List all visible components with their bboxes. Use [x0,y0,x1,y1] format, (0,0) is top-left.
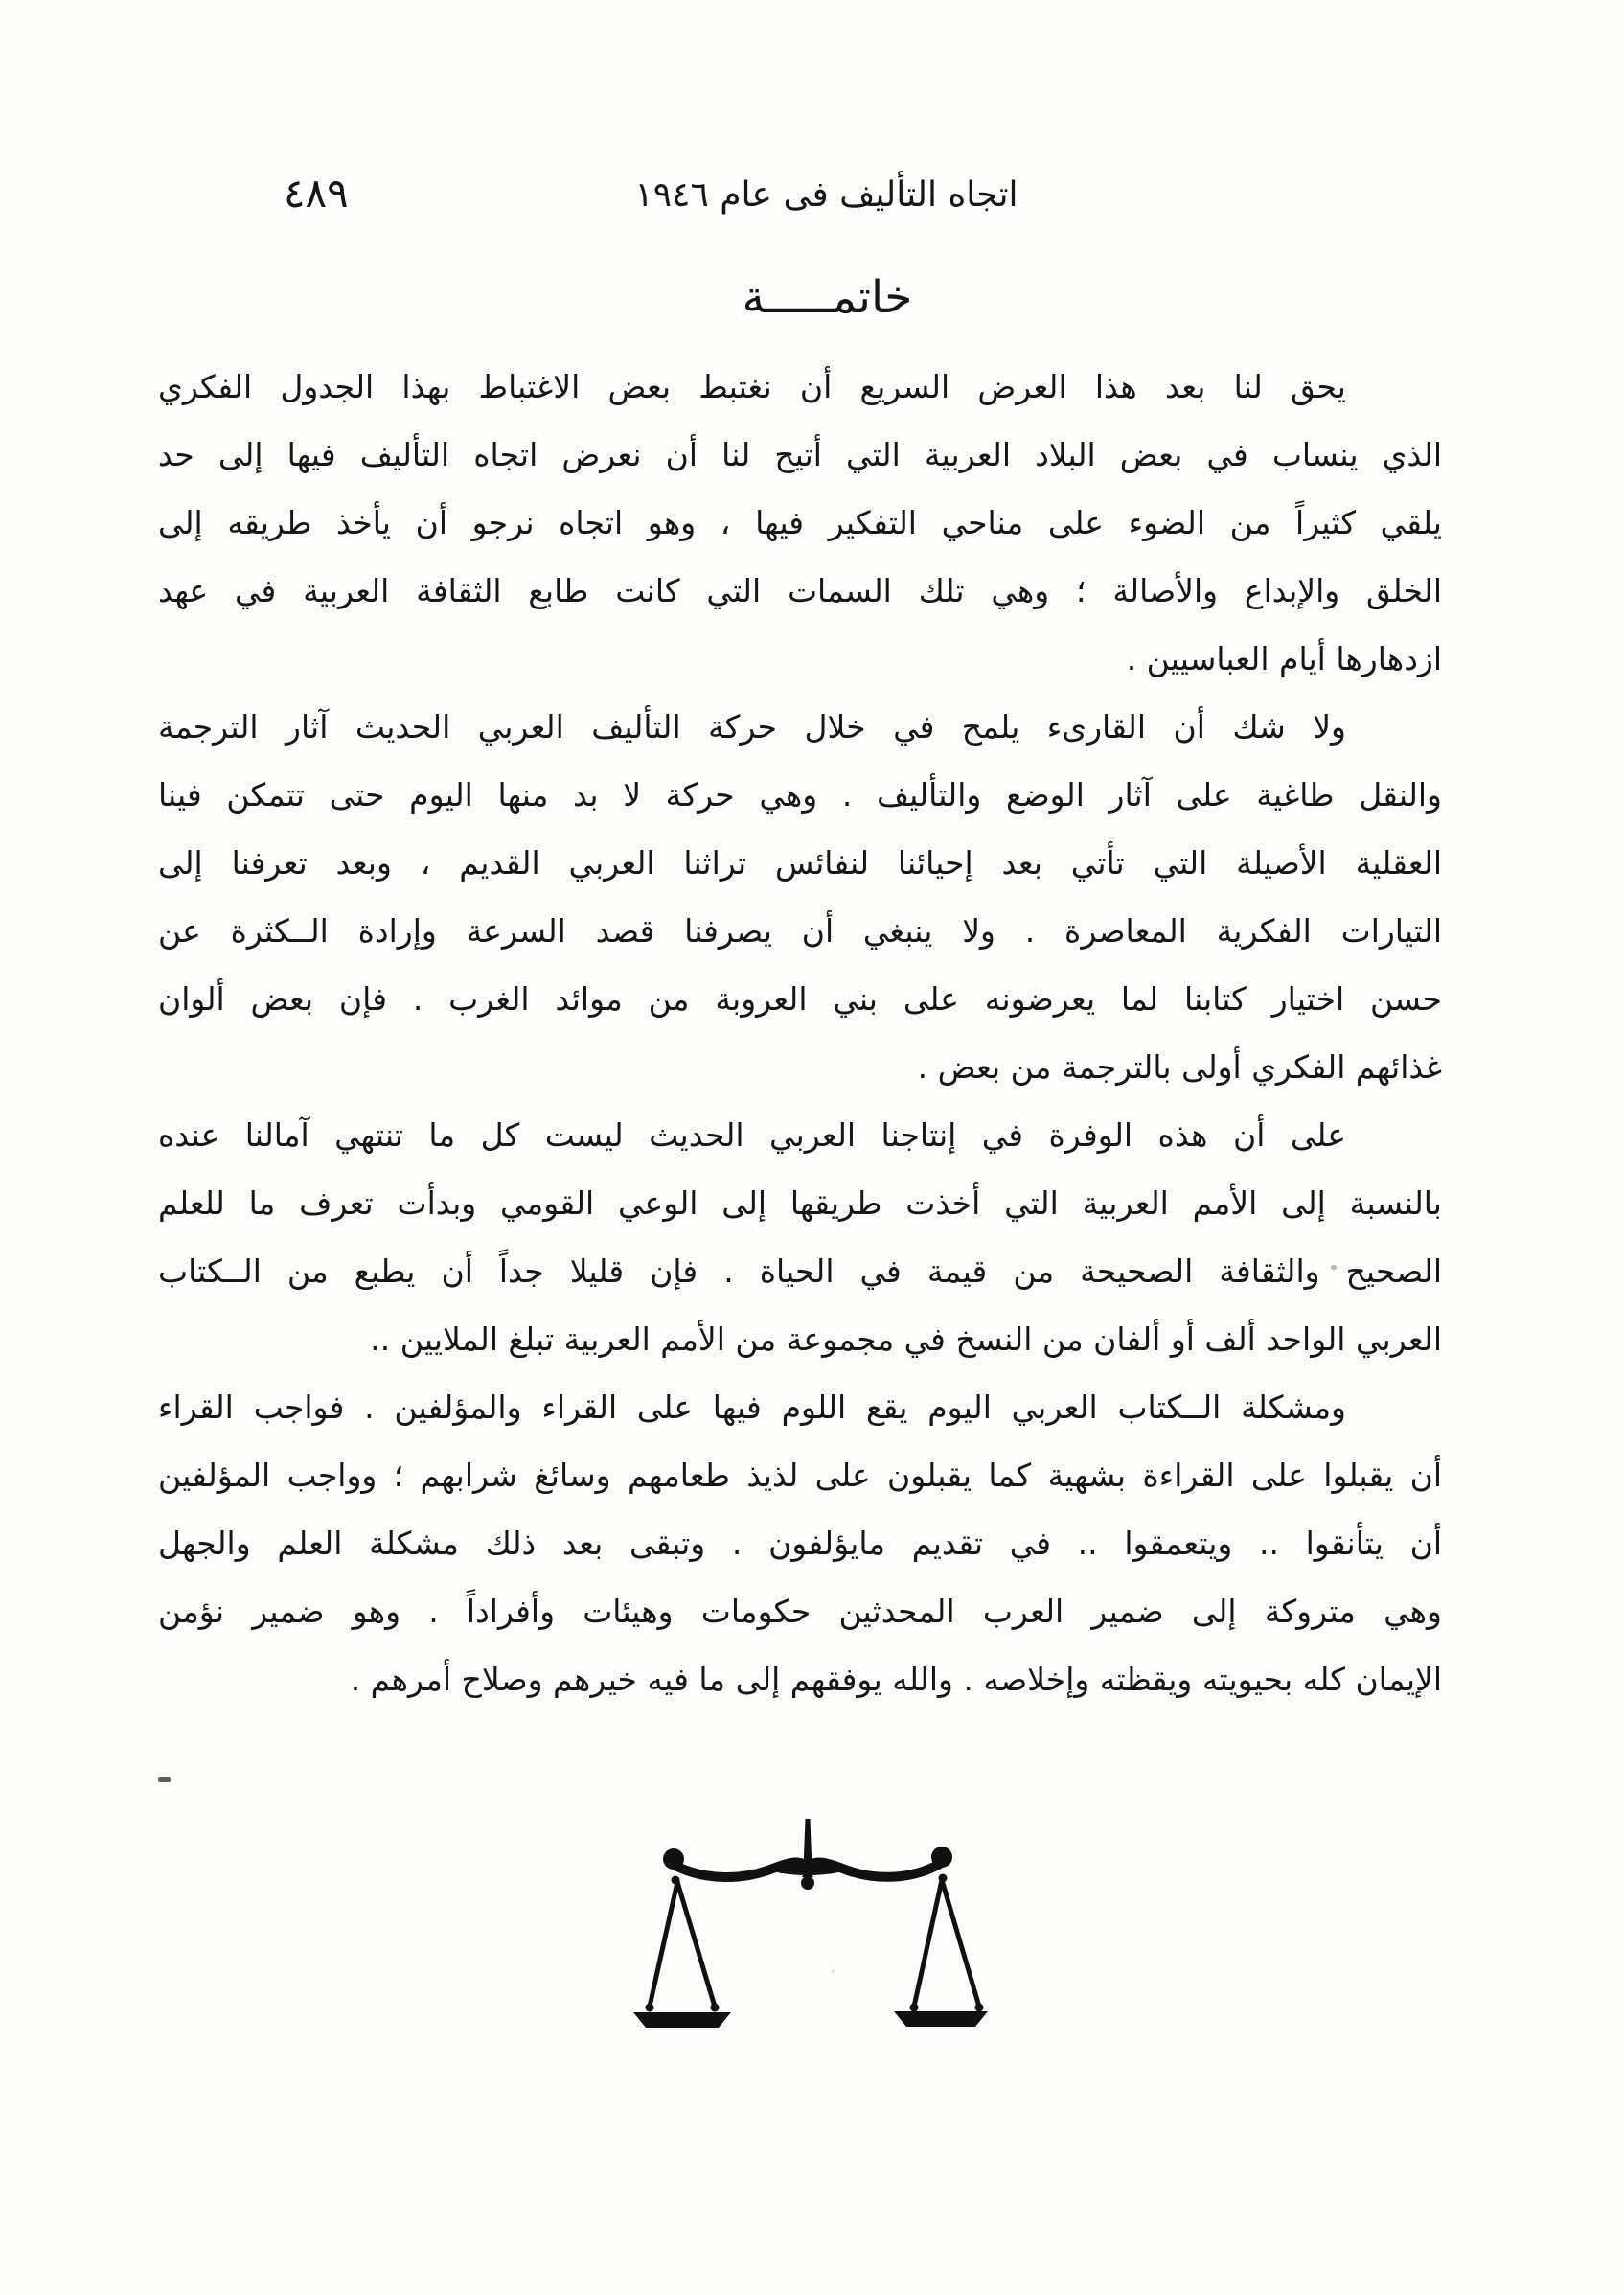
text-line: ولا شك أن القارىء يلمح في خلال حركة التأليف العربي الحديث آثار الترجمة [158,708,1346,746]
text-line: على أن هذه الوفرة في إنتاجنا العربي الحديث ليست كل ما تنتهي آمالنا عنده [158,1116,1346,1154]
text-line: الخلق والإبداع والأصالة ؛ وهي تلك السمات التي كانت طابع الثقافة العربية في عهد [158,572,1442,609]
text-line: الإيمان كله بحيويته ويقظته وإخلاصه . والله يوفقهم إلى ما فيه خيرهم وصلاح أمرهم . [350,1661,1442,1698]
text-line: ازدهارها أيام العباسيين . [1126,640,1442,677]
text-line: وهي متروكة إلى ضمير العرب المحدثين حكومات وهيئات وأفراداً . وهو ضمير نؤمن [158,1593,1442,1630]
paragraph [158,693,1442,1101]
text-line: حسن اختيار كتابنا لما يعرضونه على بني العروبة من موائد الغرب . فإن بعض ألوان [158,980,1442,1018]
text-line: الصحيح والثقافة الصحيحة من قيمة في الحياة . فإن قليلا جداً أن يطبع من الــكتاب [158,1252,1442,1290]
paragraph [158,1373,1442,1713]
paragraph [158,1101,1442,1373]
section-title: خاتمـــــة [742,271,913,324]
balance-scale-ornament [623,1816,992,2034]
ink-speck [1331,1265,1337,1270]
text-line: يحق لنا بعد هذا العرض السريع أن نغتبط بعض الاغتباط بهذا الجدول الفكري [158,368,1346,405]
text-line: والنقل طاغية على آثار الوضع والتأليف . وهي حركة لا بد منها اليوم حتى تتمكن فينا [158,776,1442,814]
text-line: يلقي كثيراً من الضوء على مناحي التفكير فيها ، وهو اتجاه نرجو أن يأخذ طريقه إلى [158,504,1442,541]
text-line: أن يقبلوا على القراءة بشهية كما يقبلون على لذيذ طعامهم وسائغ شرابهم ؛ وواجب المؤلفين [158,1457,1442,1494]
text-line: التيارات الفكرية المعاصرة . ولا ينبغي أن يصرفنا قصد السرعة وإرادة الــكثرة عن [158,912,1442,950]
balance-scale-icon [623,1816,992,2034]
text-line: أن يتأنقوا .. ويتعمقوا .. في تقديم مايؤلفون . وتبقى بعد ذلك مشكلة العلم والجهل [158,1525,1442,1562]
text-line: بالنسبة إلى الأمم العربية التي أخذت طريقها إلى الوعي القومي وبدأت تعرف ما للعلم [158,1184,1442,1222]
paragraph [158,353,1442,693]
body-text [158,353,1442,1713]
text-line: ومشكلة الــكتاب العربي اليوم يقع اللوم فيها على القراء والمؤلفين . فواجب القراء [158,1388,1346,1426]
text-line: الذي ينساب في بعض البلاد العربية التي أتيح لنا أن نعرض اتجاه التأليف فيها إلى حد [158,436,1442,473]
text-line: العقلية الأصيلة التي تأتي بعد إحيائنا لنفائس تراثنا العربي القديم ، وبعد تعرفنا إلى [158,844,1442,882]
ink-speck [158,1777,171,1782]
running-title: اتجاه التأليف فى عام ١٩٤٦ [634,175,1018,215]
page-number: ٤٨٩ [284,170,349,217]
text-line: غذائهم الفكري أولى بالترجمة من بعض . [917,1048,1442,1086]
text-line: العربي الواحد ألف أو ألفان من النسخ في مجموعة من الأمم العربية تبلغ الملايين .. [370,1320,1442,1358]
